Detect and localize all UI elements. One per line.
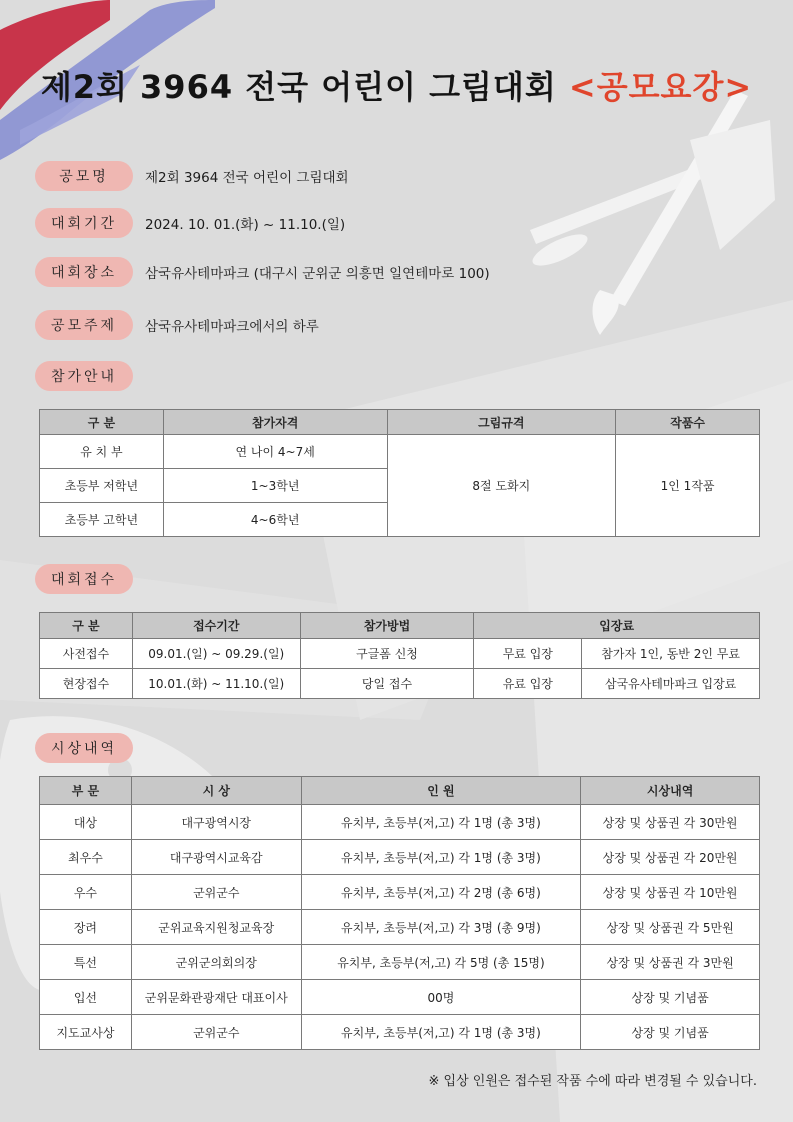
table-header: 입장료	[474, 613, 760, 639]
table-row	[40, 639, 760, 669]
table-cell: 군위문화관광재단 대표이사	[131, 980, 301, 1015]
table-row	[40, 669, 760, 699]
table-cell: 군위군수	[131, 875, 301, 910]
table-cell: 유치부, 초등부(저,고) 각 1명 (총 3명)	[301, 805, 581, 840]
table-header: 인 원	[301, 777, 581, 805]
table-cell: 현장접수	[40, 669, 133, 699]
table-row	[40, 910, 760, 945]
table-header-row	[40, 777, 760, 805]
table-cell: 10.01.(화) ~ 11.10.(일)	[132, 669, 300, 699]
table-header-row	[40, 613, 760, 639]
table-header: 그림규격	[387, 410, 616, 435]
table-header: 구 분	[40, 613, 133, 639]
table-cell: 상장 및 기념품	[581, 980, 760, 1015]
table-cell: 상장 및 기념품	[581, 1015, 760, 1050]
info-value-name: 제2회 3964 전국 어린이 그림대회	[145, 170, 349, 186]
table-cell-size: 8절 도화지	[387, 435, 616, 537]
table-cell: 군위군수	[131, 1015, 301, 1050]
table-row	[40, 1015, 760, 1050]
table-cell: 초등부 저학년	[40, 469, 164, 503]
table-cell: 유치부, 초등부(저,고) 각 5명 (총 15명)	[301, 945, 581, 980]
page-title	[0, 62, 793, 108]
table-cell: 4~6학년	[163, 503, 387, 537]
table-cell: 대구광역시교육감	[131, 840, 301, 875]
info-value-theme: 삼국유사테마파크에서의 하루	[145, 319, 319, 335]
info-row-period	[35, 208, 345, 238]
table-cell: 상장 및 상품권 각 3만원	[581, 945, 760, 980]
table-cell: 지도교사상	[40, 1015, 132, 1050]
awards-section-label: 시상내역	[35, 733, 133, 763]
paintbrush-icon	[529, 90, 775, 335]
table-cell: 군위교육지원청교육장	[131, 910, 301, 945]
info-label-venue: 대회장소	[35, 257, 133, 287]
table-cell: 삼국유사테마파크 입장료	[582, 669, 760, 699]
table-cell: 참가자 1인, 동반 2인 무료	[582, 639, 760, 669]
title-accent: <공모요강>	[568, 68, 753, 106]
registration-table	[39, 612, 760, 699]
table-cell: 상장 및 상품권 각 5만원	[581, 910, 760, 945]
table-header: 참가자격	[163, 410, 387, 435]
table-cell: 상장 및 상품권 각 30만원	[581, 805, 760, 840]
table-row	[40, 840, 760, 875]
table-cell: 상장 및 상품권 각 10만원	[581, 875, 760, 910]
info-label-name: 공모명	[35, 161, 133, 191]
table-cell: 연 나이 4~7세	[163, 435, 387, 469]
table-row	[40, 980, 760, 1015]
table-cell: 상장 및 상품권 각 20만원	[581, 840, 760, 875]
footnote: ※ 입상 인원은 접수된 작품 수에 따라 변경될 수 있습니다.	[428, 1074, 757, 1089]
table-cell: 유료 입장	[474, 669, 582, 699]
participation-table	[39, 409, 760, 537]
registration-section-label: 대회접수	[35, 564, 133, 594]
table-cell: 군위군의회의장	[131, 945, 301, 980]
table-header: 구 분	[40, 410, 164, 435]
participation-section-label: 참가안내	[35, 361, 133, 391]
table-cell: 최우수	[40, 840, 132, 875]
table-header: 시 상	[131, 777, 301, 805]
table-header-row	[40, 410, 760, 435]
table-cell-count: 1인 1작품	[616, 435, 760, 537]
table-row	[40, 945, 760, 980]
table-header: 부 문	[40, 777, 132, 805]
info-row-theme	[35, 310, 319, 340]
table-cell: 당일 접수	[300, 669, 474, 699]
info-value-venue: 삼국유사테마파크 (대구시 군위군 의흥면 일연테마로 100)	[145, 266, 490, 282]
table-cell: 유치부, 초등부(저,고) 각 3명 (총 9명)	[301, 910, 581, 945]
table-row	[40, 875, 760, 910]
info-label-theme: 공모주제	[35, 310, 133, 340]
table-header: 접수기간	[132, 613, 300, 639]
table-header: 시상내역	[581, 777, 760, 805]
table-cell: 유 치 부	[40, 435, 164, 469]
table-header: 작품수	[616, 410, 760, 435]
table-cell: 입선	[40, 980, 132, 1015]
table-cell: 09.01.(일) ~ 09.29.(일)	[132, 639, 300, 669]
table-cell: 우수	[40, 875, 132, 910]
table-cell: 구글폼 신청	[300, 639, 474, 669]
title-main: 제2회 3964 전국 어린이 그림대회	[40, 68, 557, 106]
table-cell: 장려	[40, 910, 132, 945]
info-row-venue	[35, 257, 490, 287]
table-cell: 1~3학년	[163, 469, 387, 503]
table-cell: 대구광역시장	[131, 805, 301, 840]
table-cell: 유치부, 초등부(저,고) 각 1명 (총 3명)	[301, 1015, 581, 1050]
table-header: 참가방법	[300, 613, 474, 639]
info-row-name	[35, 161, 349, 191]
table-cell: 특선	[40, 945, 132, 980]
table-row	[40, 435, 760, 469]
table-cell: 유치부, 초등부(저,고) 각 2명 (총 6명)	[301, 875, 581, 910]
table-cell: 사전접수	[40, 639, 133, 669]
info-value-period: 2024. 10. 01.(화) ~ 11.10.(일)	[145, 217, 346, 233]
table-cell: 대상	[40, 805, 132, 840]
awards-table	[39, 776, 760, 1050]
info-label-period: 대회기간	[35, 208, 133, 238]
table-cell: 유치부, 초등부(저,고) 각 1명 (총 3명)	[301, 840, 581, 875]
table-row	[40, 805, 760, 840]
table-cell: 초등부 고학년	[40, 503, 164, 537]
table-cell: 00명	[301, 980, 581, 1015]
table-cell: 무료 입장	[474, 639, 582, 669]
